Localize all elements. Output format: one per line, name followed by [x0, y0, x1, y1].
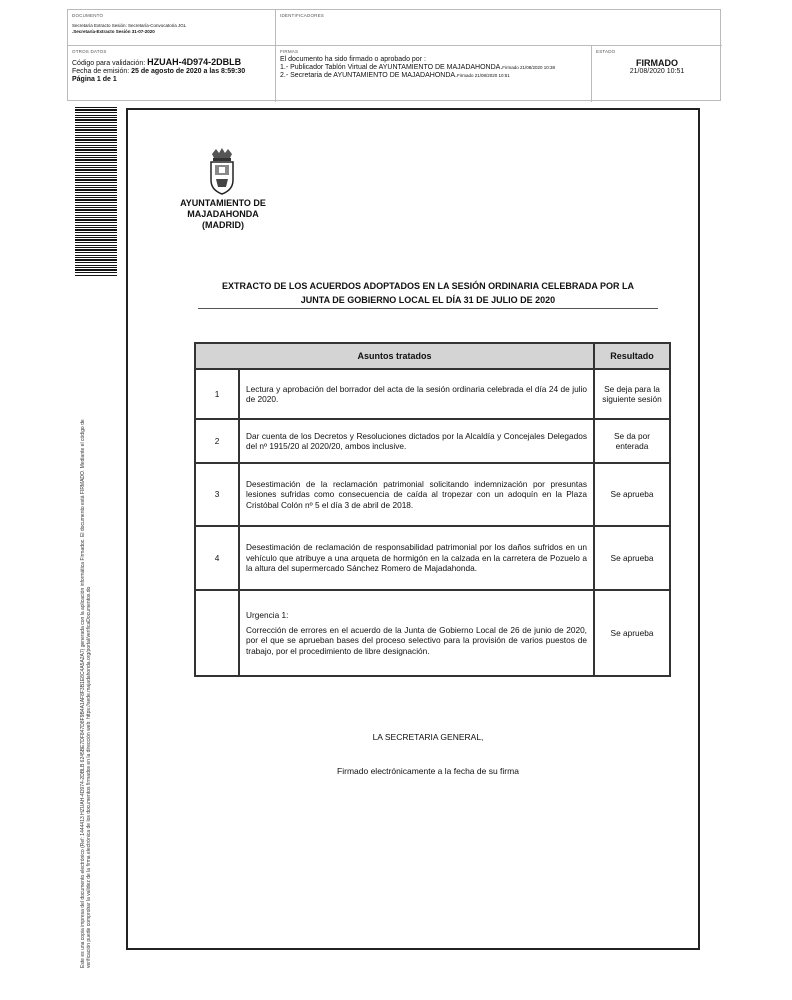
identificadores-cell: [276, 10, 722, 46]
table-row: [195, 419, 670, 463]
row-result: Se deja para la siguiente sesión: [594, 369, 670, 419]
codigo-prefix: Código para validación:: [72, 60, 146, 67]
barcode: [75, 107, 117, 277]
documento-cell: [68, 10, 276, 46]
col-resultado-header: Resultado: [594, 343, 670, 369]
row-number: [195, 590, 239, 676]
document-page: [126, 108, 700, 950]
firmas-label: FIRMAS: [280, 49, 299, 54]
document-title: [198, 279, 658, 309]
org-line2: MAJADAHONDA: [187, 209, 259, 219]
row-result: Se aprueba: [594, 526, 670, 590]
table-header-row: [195, 343, 670, 369]
side-text-line2: verificación puede comprobar la validez de la firma electrónica de los documentos firmados en la dirección web: https://sede.majadahonda.org/portal/verificaDocumentos.do: [86, 586, 92, 968]
firma1-text: 1.- Publicador Tablón Virtual de AYUNTAMIENTO DE MAJADAHONDA.: [280, 64, 503, 71]
organization-name: [168, 198, 278, 231]
estado-label: ESTADO: [596, 49, 616, 54]
secretaria-general: LA SECRETARIA GENERAL,: [372, 732, 484, 742]
row-text-cell: [239, 590, 594, 676]
table-row: [195, 463, 670, 526]
row-text: Desestimación de la reclamación patrimonial solicitando indemnización por presuntas lesiones sufridas como consecuencia de caída al tropezar con un adoquín en la Plaza Cristóbal Colón nº 5 el día 3 de abril de 2018.: [239, 463, 594, 526]
estado-date: 21/08/2020 10:51: [629, 68, 685, 75]
row-text: Lectura y aprobación del borrador del acta de la sesión ordinaria celebrada el día 24 de julio de 2020.: [239, 369, 594, 419]
document-header: [67, 9, 721, 101]
side-text-line1: Este es una copia impresa del documento electrónico (Ref: 1444413 HZUAH-4D974-2DBLB 6245BE7DF847D8F9B4A1AF8F3B1E8C4A5A2A7) generada con la aplicación informática Firmadoc. El documento está FIRMADO. Mediante el código de: [80, 419, 86, 968]
documento-label: DOCUMENTO: [72, 13, 104, 18]
fecha-value: 25 de agosto de 2020 a las 8:59:30: [131, 68, 246, 75]
firmado-note: Firmado electrónicamente a la fecha de su firma: [337, 766, 519, 776]
row-result: Se aprueba: [594, 590, 670, 676]
identificadores-label: IDENTIFICADORES: [280, 13, 325, 18]
row-result: Se aprueba: [594, 463, 670, 526]
table-row: [195, 590, 670, 676]
title-line2: JUNTA DE GOBIERNO LOCAL EL DÍA 31 DE JULIO DE 2020: [300, 295, 556, 305]
agreements-table: [194, 342, 671, 677]
firma2-line: [280, 72, 587, 80]
row-number: 4: [195, 526, 239, 590]
org-line1: AYUNTAMIENTO DE: [180, 198, 266, 208]
row-text: Desestimación de reclamación de responsabilidad patrimonial por los daños sufridos en un vehículo que atribuye a una arqueta de hormigón en la calzada en la carretera de Pozuelo a la altura del supermercado Sánchez Romero de Majadahonda.: [239, 526, 594, 590]
otros-label: OTROS DATOS: [72, 49, 107, 54]
table-row: [195, 526, 670, 590]
firmas-cell: [276, 46, 592, 102]
row-text: Corrección de errores en el acuerdo de la Junta de Gobierno Local de 26 de junio de 2020, por el que se aprueban bases del proceso selectivo para la provisión de varios puestos de trabajo, por el procedimiento de libre designación.: [246, 624, 587, 656]
row-number: 1: [195, 369, 239, 419]
firmas-intro: El documento ha sido firmado o aprobado por :: [280, 56, 426, 63]
org-line3: (MADRID): [202, 220, 244, 230]
pagina-value: Página 1 de 1: [72, 76, 117, 83]
estado-cell: [592, 46, 722, 102]
firma1-date: Firmado 21/08/2020 10:38: [502, 65, 556, 70]
otros-datos-cell: [68, 46, 276, 102]
firma2-text: 2.- Secretaria de AYUNTAMIENTO DE MAJADAHONDA.: [280, 72, 457, 79]
title-line1: EXTRACTO DE LOS ACUERDOS ADOPTADOS EN LA SESIÓN ORDINARIA CELEBRADA POR LA: [221, 281, 635, 291]
firma2-date: Firmado 21/08/2020 10:51: [457, 73, 510, 78]
fecha-prefix: Fecha de emisión:: [72, 68, 130, 75]
fecha-line: [72, 68, 271, 76]
row-result: Se da por enterada: [594, 419, 670, 463]
codigo-line: [72, 58, 271, 68]
urgency-label: Urgencia 1:: [246, 610, 289, 620]
col-asuntos-header: Asuntos tratados: [195, 343, 594, 369]
documento-line2: .Secretaría-Extracto Sesión 31-07-2020: [72, 28, 155, 34]
firma1-line: [280, 64, 587, 72]
table-row: [195, 369, 670, 419]
coat-of-arms-icon: [208, 148, 236, 196]
side-verification-text: [80, 303, 92, 968]
estado-value: FIRMADO: [636, 58, 678, 68]
row-text: Dar cuenta de los Decretos y Resoluciones dictados por la Alcaldía y Concejales Delegados del nº 1915/20 al 2020/20, ambos inclusive.: [239, 419, 594, 463]
row-number: 2: [195, 419, 239, 463]
documento-line1: Secretaría Extracto Sesión: Secretaría-Convocatoria JGL: [72, 23, 187, 28]
row-number: 3: [195, 463, 239, 526]
codigo-value: HZUAH-4D974-2DBLB: [147, 57, 242, 67]
